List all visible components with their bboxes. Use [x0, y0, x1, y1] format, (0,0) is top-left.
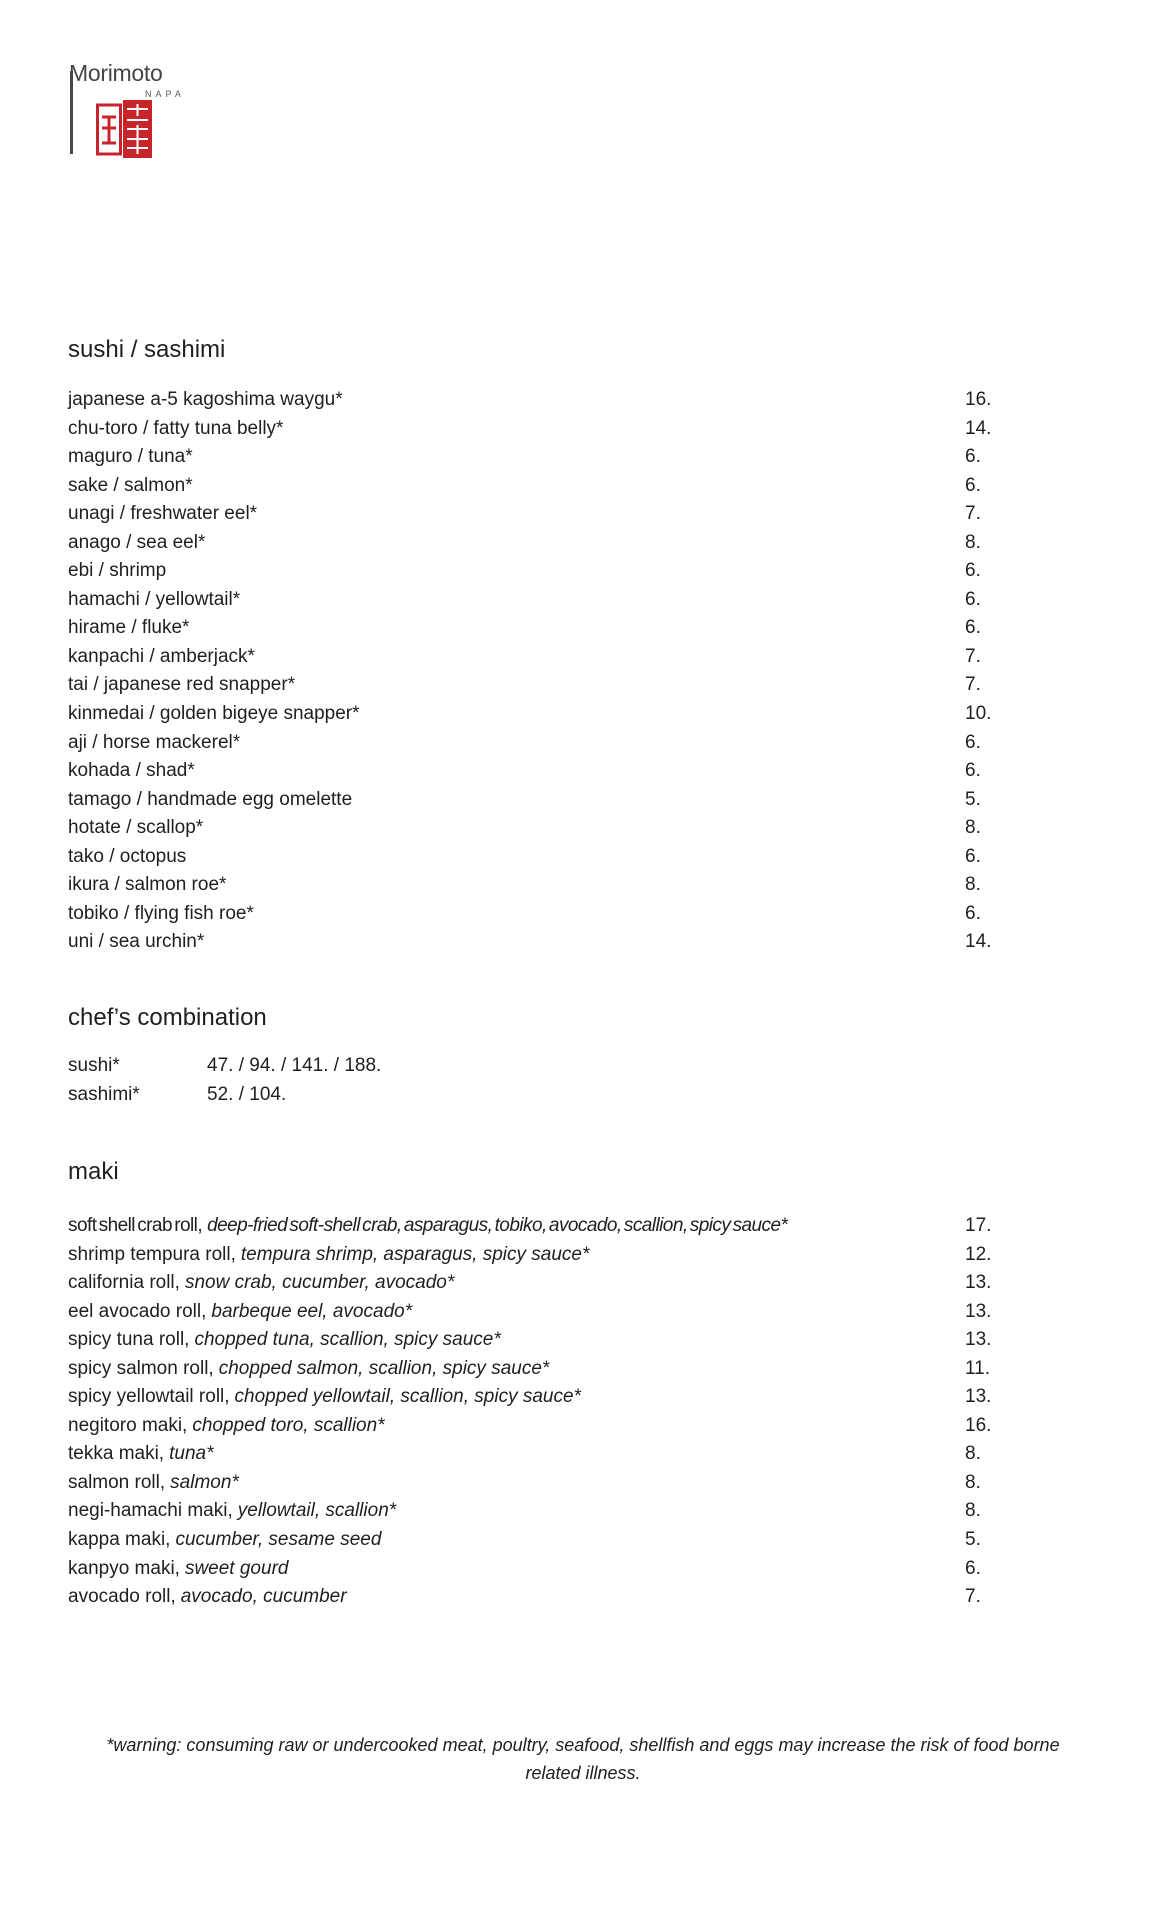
item-description: snow crab, cucumber, avocado*	[184, 1272, 455, 1294]
item-price: 16.	[965, 389, 992, 410]
item-name: japanese a-5 kagoshima waygu*	[68, 389, 343, 410]
item-description: chopped tuna, scallion, spicy sauce*	[194, 1329, 501, 1351]
item-name: aji / horse mackerel*	[68, 731, 241, 753]
menu-item-row	[68, 786, 1108, 815]
menu-item-row	[68, 900, 1108, 929]
item-price: 8.	[965, 1500, 981, 1522]
menu-item-row	[68, 557, 1108, 586]
item-name: tamago / handmade egg omelette	[68, 788, 353, 810]
item-name: maguro / tuna*	[68, 446, 193, 468]
section-title-maki: maki	[68, 1158, 119, 1185]
item-price: 47. / 94. / 141. / 188.	[207, 1055, 382, 1076]
item-price: 8.	[965, 1471, 981, 1493]
item-name: tobiko / flying fish roe*	[68, 902, 254, 924]
item-name: salmon roll,	[68, 1471, 166, 1493]
menu-item-row	[68, 415, 1108, 444]
item-price: 6.	[965, 845, 981, 867]
item-name: ebi / shrimp	[68, 560, 167, 582]
brand-name: Morimoto	[69, 60, 163, 86]
item-price: 52. / 104.	[207, 1083, 287, 1105]
menu-item-row	[68, 1440, 1108, 1469]
menu-item-row	[68, 586, 1108, 615]
item-price: 8.	[965, 1443, 981, 1465]
menu-item-row	[68, 757, 1108, 786]
menu-item-row	[68, 1526, 1108, 1555]
item-description: barbeque eel, avocado*	[211, 1300, 413, 1322]
item-name: negi-hamachi maki,	[68, 1500, 233, 1522]
item-name: california roll,	[68, 1272, 180, 1294]
menu-item-row	[68, 529, 1108, 558]
item-description: chopped toro, scallion*	[192, 1414, 385, 1436]
menu-item-row	[68, 1269, 1108, 1298]
item-name: negitoro maki,	[68, 1414, 188, 1436]
item-price: 7.	[965, 503, 981, 525]
item-price: 10.	[965, 703, 992, 725]
menu-item-row	[68, 1326, 1108, 1355]
item-name: tako / octopus	[68, 845, 187, 867]
item-price: 7.	[965, 645, 981, 667]
item-name: avocado roll,	[68, 1586, 176, 1608]
item-price: 14.	[965, 931, 992, 953]
item-price: 6.	[965, 760, 981, 782]
item-price: 6.	[965, 731, 981, 753]
menu-item-row	[68, 729, 1108, 758]
item-name: tekka maki,	[68, 1443, 165, 1465]
menu-item-row	[68, 1298, 1108, 1327]
restaurant-logo	[66, 58, 226, 168]
section-title-sushi-sashimi: sushi / sashimi	[68, 336, 226, 363]
menu-item-row	[68, 614, 1108, 643]
menu-item-row	[68, 1555, 1108, 1584]
item-name: kinmedai / golden bigeye snapper*	[68, 703, 360, 725]
item-name: unagi / freshwater eel*	[68, 503, 258, 525]
item-description: tempura shrimp, asparagus, spicy sauce*	[240, 1243, 590, 1265]
item-name: shrimp tempura roll,	[68, 1243, 236, 1265]
allergy-warning-line1: *warning: consuming raw or undercooked meat, poultry, seafood, shellfish and eggs may increase the risk of food borne	[106, 1735, 1060, 1755]
menu-item-row	[68, 700, 1108, 729]
menu-item-row	[68, 1497, 1108, 1526]
item-name: ikura / salmon roe*	[68, 874, 227, 896]
item-name: sake / salmon*	[68, 474, 193, 496]
item-price: 6.	[965, 560, 981, 582]
item-price: 7.	[965, 1586, 981, 1608]
item-name: kanpyo maki,	[68, 1557, 180, 1579]
item-price: 6.	[965, 617, 981, 639]
item-name: kohada / shad*	[68, 760, 195, 782]
item-name: eel avocado roll,	[68, 1300, 207, 1322]
item-price: 5.	[965, 1529, 981, 1551]
item-price: 6.	[965, 446, 981, 468]
item-price: 8.	[965, 531, 981, 553]
menu-item-row	[68, 814, 1108, 843]
item-name: spicy yellowtail roll,	[68, 1386, 230, 1408]
item-name: chu-toro / fatty tuna belly*	[68, 417, 284, 439]
item-name: hamachi / yellowtail*	[68, 588, 241, 610]
item-description: salmon*	[170, 1471, 239, 1493]
item-name: spicy tuna roll,	[68, 1329, 190, 1351]
menu-item-row	[68, 472, 1108, 501]
item-price: 6.	[965, 588, 981, 610]
menu-item-row	[68, 386, 1108, 415]
chefs-combination-list	[68, 1052, 1108, 1109]
menu-item-row	[68, 1241, 1108, 1270]
item-price: 13.	[965, 1329, 992, 1351]
menu-item-row	[68, 1052, 1108, 1081]
item-price: 6.	[965, 474, 981, 496]
item-description: chopped salmon, scallion, spicy sauce*	[218, 1357, 550, 1379]
item-name: soft shell crab roll,	[68, 1215, 203, 1236]
item-name: sashimi*	[68, 1083, 140, 1105]
menu-item-row	[68, 871, 1108, 900]
menu-item-row	[68, 1355, 1108, 1384]
menu-item-row	[68, 1212, 1108, 1241]
section-title-chefs-combination: chef’s combination	[68, 1004, 267, 1031]
item-description: sweet gourd	[184, 1557, 289, 1579]
item-price: 11.	[965, 1357, 991, 1379]
item-description: tuna*	[169, 1443, 214, 1465]
item-price: 13.	[965, 1272, 992, 1294]
allergy-warning	[63, 1731, 1103, 1787]
menu-item-row	[68, 843, 1108, 872]
item-name: uni / sea urchin*	[68, 931, 205, 953]
item-price: 16.	[965, 1414, 992, 1436]
allergy-warning-line2: related illness.	[525, 1763, 641, 1783]
japanese-seal-stamp-icon	[96, 100, 152, 163]
item-price: 8.	[965, 874, 981, 896]
menu-item-row	[68, 443, 1108, 472]
menu-item-row	[68, 643, 1108, 672]
item-price: 6.	[965, 1557, 981, 1579]
item-price: 13.	[965, 1386, 992, 1408]
item-name: sushi*	[68, 1055, 120, 1076]
menu-item-row	[68, 1412, 1108, 1441]
menu-item-row	[68, 671, 1108, 700]
item-price: 14.	[965, 417, 992, 439]
item-price: 8.	[965, 817, 981, 839]
menu-item-row	[68, 1383, 1108, 1412]
item-name: hirame / fluke*	[68, 617, 190, 639]
item-description: deep-fried soft-shell crab, asparagus, tobiko, avocado, scallion, spicy sauce*	[207, 1215, 788, 1236]
item-price: 5.	[965, 788, 981, 810]
item-description: avocado, cucumber	[180, 1586, 347, 1608]
menu-item-row	[68, 1469, 1108, 1498]
menu-item-row	[68, 1081, 1108, 1110]
item-price: 12.	[965, 1243, 992, 1265]
item-name: tai / japanese red snapper*	[68, 674, 296, 696]
menu-item-row	[68, 928, 1108, 957]
menu-item-row	[68, 500, 1108, 529]
item-price: 6.	[965, 902, 981, 924]
item-price: 17.	[965, 1215, 992, 1236]
item-name: kappa maki,	[68, 1529, 171, 1551]
menu-item-row	[68, 1583, 1108, 1612]
item-name: kanpachi / amberjack*	[68, 645, 255, 667]
item-name: spicy salmon roll,	[68, 1357, 214, 1379]
item-price: 7.	[965, 674, 981, 696]
sushi-sashimi-list	[68, 386, 1108, 957]
item-name: hotate / scallop*	[68, 817, 204, 839]
item-price: 13.	[965, 1300, 992, 1322]
item-description: cucumber, sesame seed	[175, 1529, 382, 1551]
maki-list	[68, 1212, 1108, 1612]
item-description: chopped yellowtail, scallion, spicy sauce*	[234, 1386, 581, 1408]
item-name: anago / sea eel*	[68, 531, 206, 553]
brand-location: NAPA	[145, 89, 185, 99]
item-description: yellowtail, scallion*	[237, 1500, 397, 1522]
